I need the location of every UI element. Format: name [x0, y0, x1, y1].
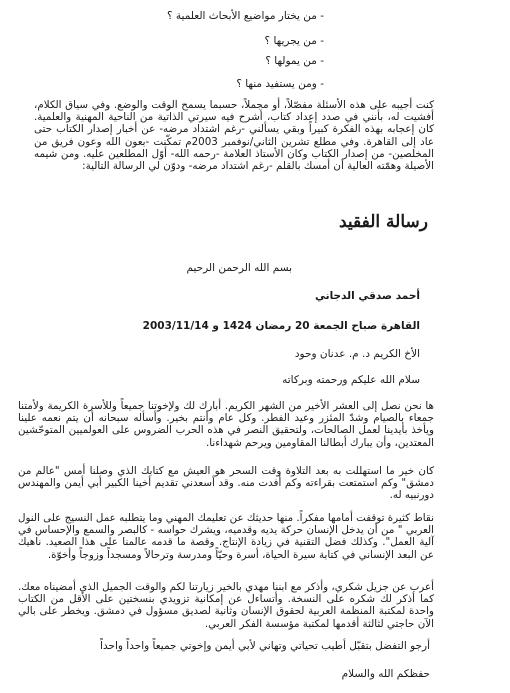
letter-dateline: القاهرة صباح الجمعة 20 رمضان 1424 و 2003/11/14 [142, 320, 420, 332]
letter-signoff: حفظكم الله والسلام [341, 668, 430, 680]
letter-closing-line: أرجو التفضل بتقبّل أطيب تحياتي وتهاني لأبي أيمن وإخوتي جميعاً واحداً واحداً [100, 640, 430, 652]
letter-body-paragraph: ها نحن نصل إلى العشر الأخير من الشهر الكريم. أبارك لك ولإخوتنا جميعاً وللأسرة الكريمة ولأمتنا جمعاء بالصيام وشدّ المئزر وعيد الفطر. وكل عام وأنتم بخير. وأسأله سبحانه أن يتم نعمه علينا ويأخذ بأيدينا لعمل الصالحات، ولتحقيق النصر في هذه الحرب الضروس على العولميين المتوحّشين المعتدين، وأن يبارك أبطالنا المقاومين ويرحم شهداءنا. [18, 400, 434, 449]
letter-greeting: سلام الله عليكم ورحمته وبركاته [282, 374, 420, 386]
letter-title: رسالة الفقيد [338, 212, 428, 232]
basmala: بسم الله الرحمن الرحيم [186, 262, 292, 274]
question-line: - من يجريها ؟ [264, 35, 324, 47]
letter-body-paragraph: أعرب عن جزيل شكري، وأذكر مع ابننا مهدي بالخير زيارتنا لكم والوقت الجميل الذي أمضيناه معك. كما أذكر لك شكره على النسخة. وأتساءل عن إمكانية تزويدي بنسختين على الأقل من الكتاب واحدة لمكتبة المنظمة العربية لحقوق الإنسان وثانية لصديق مسؤول في دمشق. ويخطر على بالي الآن حاجتي لثالثة أقدمها لمكتبة مؤسسة الفكر العربي. [18, 581, 434, 630]
letter-body-paragraph: كان خير ما استهللت به بعد التلاوة وقت السحر هو العيش مع كتابك الذي وصلنا أمس "عالم من دمشق" وكم استمتعت بقراءته وكم أفدت منه. وقد أسعدني تقديم أخينا الكبير أبي أيمن والمهندس دورنبيه له. [18, 465, 434, 502]
letter-sender: أحمد صدقي الدجاني [315, 290, 420, 302]
intro-paragraph: كنت أجيبه على هذه الأسئلة مفصّلاً، أو مجملاً، حسبما يسمح الوقت والوضع. وفي سياق الكلام، أفشيت له، بأنني في صدد إعداد كتاب، أشرح فيه سيرتي الذاتية من الناحية المهنية والعلمية. كان إعجابه بهذه الفكرة كبيراً وبقي يسألني -رغم اشتداد مرضه- عن أخبار إصدار الكتاب حتى عاد إلى القاهرة. وفي مطلع تشرين الثاني/نوفمبر 2003م تمكّنت -بعون الله وعون فريق من المخلصين- من إصدار الكتاب وكان الأستاذ العلامة -رحمه الله- أوّل المطلعين عليه. ومن شيمه الأصيلة وهمّته العالية أن أمسك بالقلم -رغم اشتداد مرضه- ودوّن لي الرسالة التالية: [34, 99, 434, 173]
question-line: - ومن يستفيد منها ؟ [236, 78, 324, 90]
letter-addressee: الأخ الكريم د. م. عدنان وحود [294, 348, 420, 360]
question-line: - من يختار مواضيع الأبحاث العلمية ؟ [167, 10, 324, 22]
question-line: - من يمولها ؟ [265, 55, 324, 67]
letter-body-paragraph: نقاط كثيرة توقفت أمامها مفكراً. منها حديثك عن تعليمك المهني وما يتطلبه عمل النسيج على النول العربي " من أن يدخل الإنسان حركة يديه وقدميه، ويشرك حواسه - كالبصر والسمع والإحساس في آلية العمل". وكذلك فضل التقنية في زيادة الإنتاج. وقصة ما قدمه عالمنا على هذا الصعيد. ناهيك عن البعد الإنساني في كتابة سيرة الحياة، أسرة وحيّاً ومدرسة وترحالاً ومسجداً وزوجاً وأخوّة. [18, 512, 434, 561]
